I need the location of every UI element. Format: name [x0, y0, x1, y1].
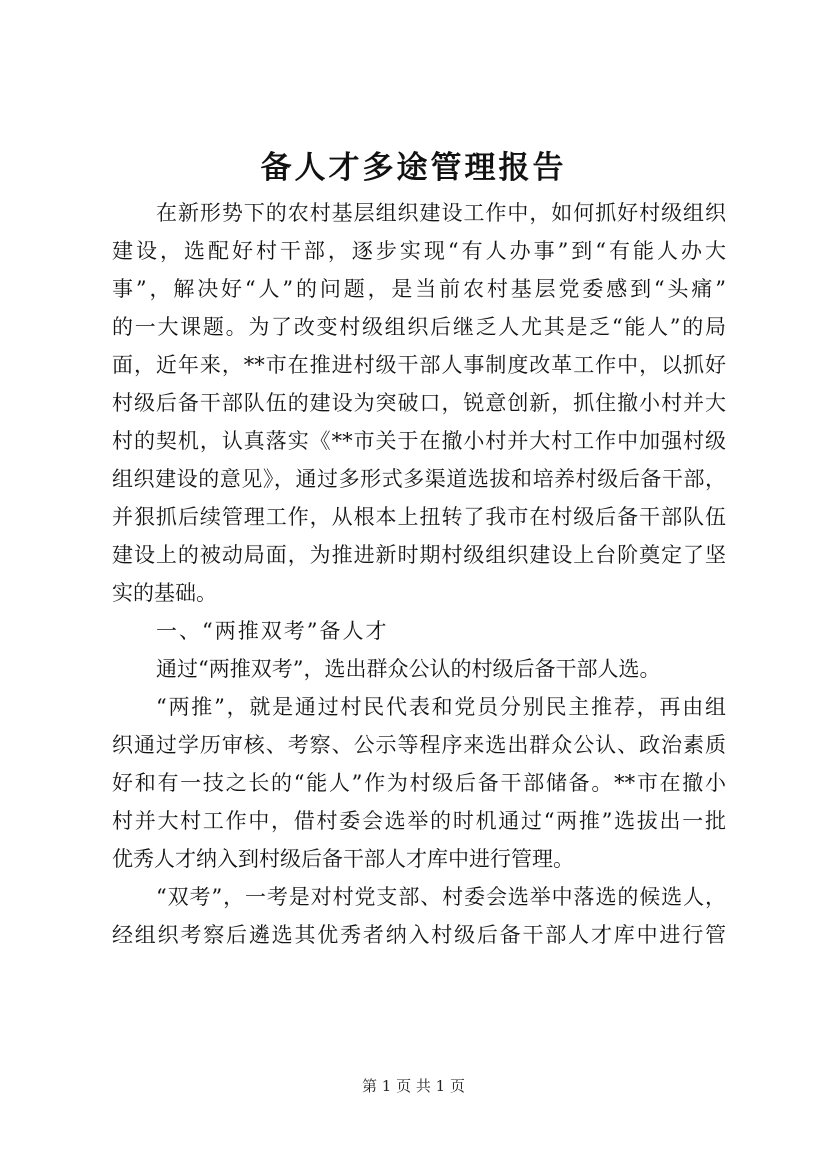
- text-line: “两推”，就是通过村民代表和党员分别民主推荐，再由组: [156, 695, 726, 719]
- document-title: 备人才多途管理报告: [260, 150, 567, 186]
- text-line: 在新形势下的农村基层组织建设工作中，如何抓好村级组织: [156, 201, 726, 225]
- heading-line: 一、“两推双考”备人才: [156, 619, 389, 643]
- page-number-footer: 第 1 页 共 1 页: [362, 1077, 465, 1095]
- text-line: 织通过学历审核、考察、公示等程序来选出群众公认、政治素质: [112, 733, 726, 757]
- text-line: 好和有一技之长的“能人”作为村级后备干部储备。**市在撤小: [112, 771, 726, 795]
- text-line: “双考”，一考是对村党支部、村委会选举中落选的候选人，: [156, 885, 726, 909]
- document-body: [112, 194, 726, 954]
- text-line: 组织建设的意见》，通过多形式多渠道选拔和培养村级后备干部，: [112, 467, 726, 491]
- text-line: 建设，选配好村干部，逐步实现“有人办事”到“有能人办大: [112, 239, 726, 263]
- text-line: 通过“两推双考”，选出群众公认的村级后备干部人选。: [156, 657, 661, 681]
- text-line: 建设上的被动局面，为推进新时期村级组织建设上台阶奠定了坚: [112, 543, 726, 567]
- text-line: 并狠抓后续管理工作，从根本上扭转了我市在村级后备干部队伍: [112, 505, 726, 529]
- paragraph-two-examinations: [112, 878, 726, 954]
- text-line: 面，近年来，**市在推进村级干部人事制度改革工作中，以抓好: [112, 353, 726, 377]
- text-line: 经组织考察后遴选其优秀者纳入村级后备干部人才库中进行管: [112, 923, 726, 947]
- text-line: 优秀人才纳入到村级后备干部人才库中进行管理。: [112, 847, 574, 871]
- paragraph-two-recommendations: [112, 688, 726, 878]
- text-line: 村的契机，认真落实《**市关于在撤小村并大村工作中加强村级: [112, 429, 726, 453]
- text-line: 事”，解决好“人”的问题，是当前农村基层党委感到“头痛”: [112, 277, 726, 301]
- paragraph-intro: [112, 194, 726, 612]
- paragraph-summary: [112, 650, 726, 688]
- text-line: 村并大村工作中，借村委会选举的时机通过“两推”选拔出一批: [112, 809, 726, 833]
- text-line: 村级后备干部队伍的建设为突破口，锐意创新，抓住撤小村并大: [112, 391, 726, 415]
- text-line: 的一大课题。为了改变村级组织后继乏人尤其是乏“能人”的局: [112, 315, 726, 339]
- section-heading: [112, 612, 726, 650]
- text-line: 实的基础。: [112, 581, 217, 605]
